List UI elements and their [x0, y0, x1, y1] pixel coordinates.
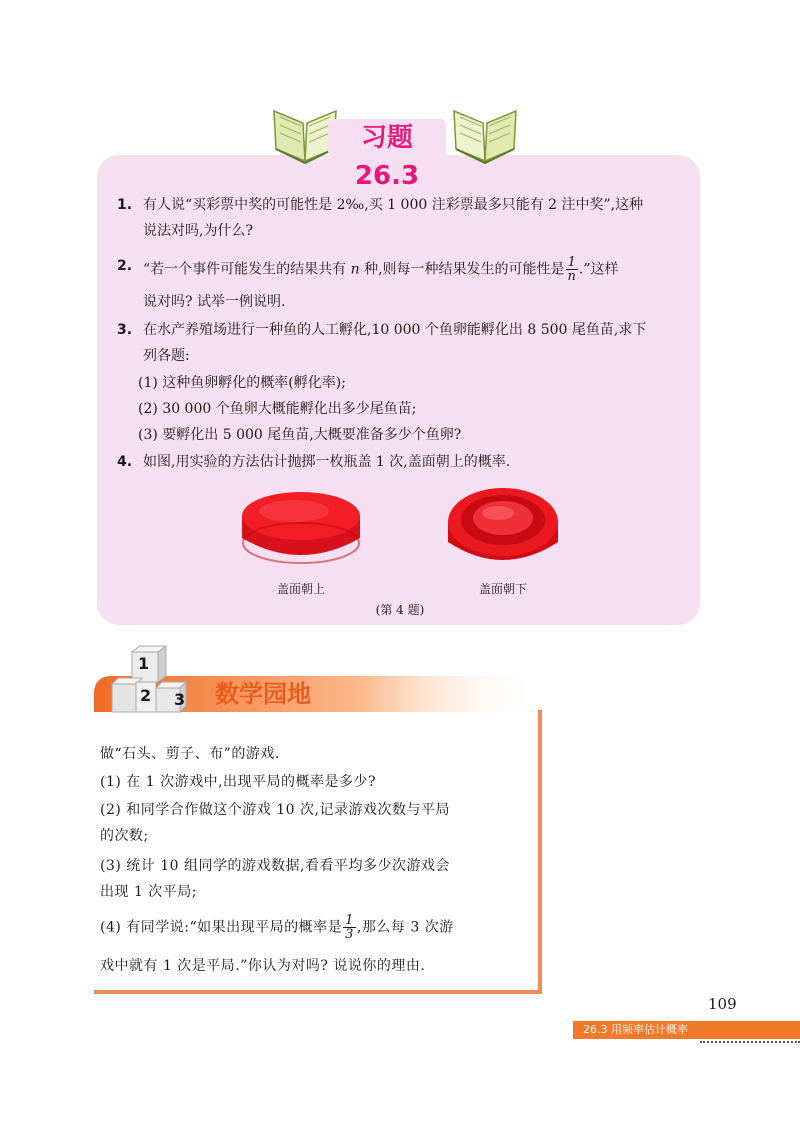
sub-question: (2) 30 000 个鱼卵大概能孵化出多少尾鱼苗; — [138, 401, 417, 417]
question-text: 说对吗? 试举一例说明. — [143, 294, 286, 310]
bottle-cap-down-image — [440, 478, 566, 574]
question-text: 有人说“买彩票中奖的可能性是 2‰,买 1 000 注彩票最多只能有 2 注中奖”,这种 — [143, 197, 644, 213]
garden-item-3: (3) 统计 10 组同学的游戏数据,看看平均多少次游戏会 — [100, 858, 450, 874]
cube-label: 1 — [138, 654, 150, 673]
sub-question: (1) 这种鱼卵孵化的概率(孵化率); — [138, 375, 346, 391]
garden-item-3-cont: 出现 1 次平局; — [100, 884, 198, 900]
exercise-title: 习题 26.3 — [328, 119, 446, 157]
cube-label: 2 — [140, 686, 152, 705]
page-number: 109 — [708, 995, 737, 1013]
garden-title: 数学园地 — [215, 680, 311, 708]
caption-cap-up: 盖面朝上 — [276, 582, 325, 596]
section-label: 26.3 用频率估计概率 — [573, 1021, 800, 1039]
figure-caption: (第 4 题) — [375, 603, 425, 617]
variable-n: n — [350, 261, 360, 278]
question-text: 说法对吗,为什么? — [143, 223, 253, 239]
cube-label: 3 — [174, 690, 186, 709]
question-text: 列各题: — [143, 348, 190, 364]
open-book-icon — [450, 103, 520, 165]
question-text: 在水产养殖场进行一种鱼的人工孵化,10 000 个鱼卵能孵化出 8 500 尾鱼苗,求下 — [143, 322, 647, 338]
question-number: 4. — [117, 454, 133, 470]
bottle-cap-up-image — [236, 486, 366, 570]
question-number: 2. — [117, 258, 133, 274]
garden-item-2-cont: 的次数; — [100, 828, 149, 844]
garden-item-4-cont: 戏中就有 1 次是平局.”你认为对吗? 说说你的理由. — [100, 958, 426, 974]
sub-question: (3) 要孵化出 5 000 尾鱼苗,大概要准备多少个鱼卵? — [138, 427, 462, 443]
garden-item-4: (4) 有同学说:“如果出现平局的概率是 $\frac{1}{3}$ ,那么每 3 次游 — [100, 913, 454, 942]
caption-cap-down: 盖面朝下 — [478, 582, 527, 596]
garden-item-1: (1) 在 1 次游戏中,出现平局的概率是多少? — [100, 774, 377, 790]
question-number: 1. — [117, 197, 133, 213]
fraction: $\frac{1}{3}$ — [345, 913, 354, 942]
garden-item-2: (2) 和同学合作做这个游戏 10 次,记录游戏次数与平局 — [100, 802, 450, 818]
question-text: “若一个事件可能发生的结果共有 n 种,则每一种结果发生的可能性是 $\frac{1}{n}$ .”这样 — [143, 255, 619, 284]
podium-cubes-icon — [110, 642, 200, 718]
dotted-divider — [700, 1041, 800, 1043]
fraction: $\frac{1}{n}$ — [567, 255, 576, 284]
exercise-header — [270, 103, 500, 191]
garden-intro: 做“石头、剪子、布”的游戏. — [100, 746, 280, 762]
question-text: 如图,用实验的方法估计抛掷一枚瓶盖 1 次,盖面朝上的概率. — [143, 454, 511, 470]
question-number: 3. — [117, 322, 133, 338]
